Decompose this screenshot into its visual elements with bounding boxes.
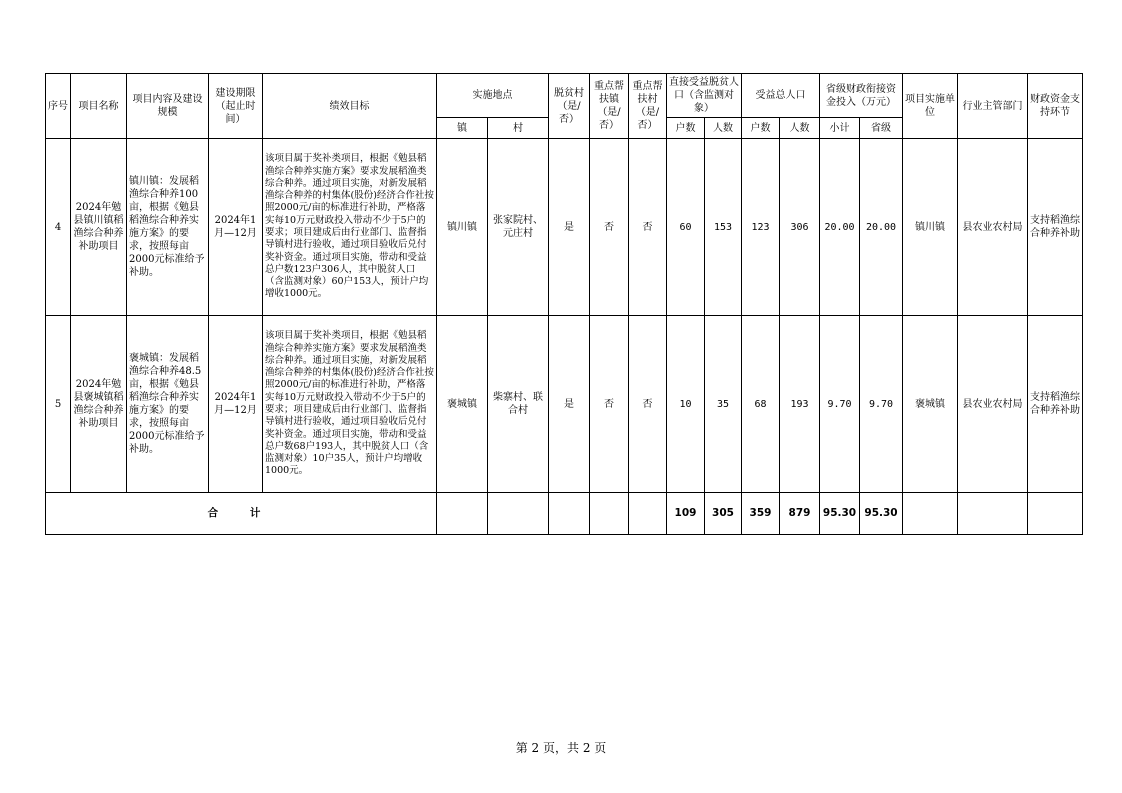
content-cell: 褒城镇：发展稻渔综合种养48.5亩，根据《勉县稻渔综合种养实施方案》的要求，按照每亩2000元标准给予补助。 [127, 316, 209, 493]
period-cell: 2024年1月—12月 [209, 139, 263, 316]
key-village-cell: 否 [629, 316, 667, 493]
header-total-people: 人数 [780, 118, 820, 139]
page-footer: 第 2 页，共 2 页 [515, 741, 607, 755]
total-households-cell: 123 [742, 139, 780, 316]
header-goal: 绩效目标 [263, 74, 437, 139]
header-funds: 省级财政衔接资金投入（万元） [820, 74, 903, 118]
header-subtotal: 小计 [820, 118, 860, 139]
total-households-cell: 68 [742, 316, 780, 493]
header-poor-village: 脱贫村（是/否） [549, 74, 590, 139]
village-cell: 张家院村、元庄村 [488, 139, 549, 316]
direct-people-cell: 153 [705, 139, 742, 316]
total-direct-people: 305 [705, 493, 742, 535]
header-village: 村 [488, 118, 549, 139]
header-direct-people: 人数 [705, 118, 742, 139]
total-total-people: 879 [780, 493, 820, 535]
table-row [46, 139, 1083, 316]
header-direct-benefit: 直接受益脱贫人口（含监测对象） [667, 74, 742, 118]
header-key-village: 重点帮扶村（是/否） [629, 74, 667, 139]
dept-cell: 县农业农村局 [958, 316, 1028, 493]
project-table [45, 73, 1083, 535]
header-period: 建设期限（起止时间） [209, 74, 263, 139]
content-cell: 镇川镇：发展稻渔综合种养100亩，根据《勉县稻渔综合种养实施方案》的要求，按照每亩2000元标准给予补助。 [127, 139, 209, 316]
header-content: 项目内容及建设规模 [127, 74, 209, 139]
empty-cell [903, 493, 958, 535]
empty-cell [590, 493, 629, 535]
direct-people-cell: 35 [705, 316, 742, 493]
table-row [46, 316, 1083, 493]
total-subtotal: 95.30 [820, 493, 860, 535]
seq-cell: 4 [46, 139, 71, 316]
total-direct-households: 109 [667, 493, 705, 535]
unit-cell: 褒城镇 [903, 316, 958, 493]
header-unit: 项目实施单位 [903, 74, 958, 139]
direct-households-cell: 60 [667, 139, 705, 316]
header-direct-households: 户数 [667, 118, 705, 139]
header-key-town: 重点帮扶镇（是/否） [590, 74, 629, 139]
header-provincial: 省级 [860, 118, 903, 139]
total-people-cell: 306 [780, 139, 820, 316]
unit-cell: 镇川镇 [903, 139, 958, 316]
poor-village-cell: 是 [549, 139, 590, 316]
empty-cell [958, 493, 1028, 535]
total-label-text: 合 计 [207, 507, 275, 519]
town-cell: 镇川镇 [437, 139, 488, 316]
header-dept: 行业主管部门 [958, 74, 1028, 139]
key-town-cell: 否 [590, 316, 629, 493]
empty-cell [488, 493, 549, 535]
stage-cell: 支持稻渔综合种养补助 [1028, 316, 1083, 493]
goal-cell: 该项目属于奖补类项目，根据《勉县稻渔综合种养实施方案》要求发展稻渔类综合种养。通过项目实施，对新发展稻渔综合种养的村集体(股份)经济合作社按照2000元/亩的标准进行补助，严格落实每10万元财政投入带动不少于5户的要求；项目建成后由行业部门、监督指导镇村进行验收，通过项目验收后兑付奖补资金。通过项目实施，带动和受益总户数68户193人，其中脱贫人口（含监测对象）10户35人，预计户均增收1000元。 [263, 316, 437, 493]
direct-households-cell: 10 [667, 316, 705, 493]
header-total-benefit: 受益总人口 [742, 74, 820, 118]
empty-cell [437, 493, 488, 535]
total-label [46, 493, 437, 535]
town-cell: 褒城镇 [437, 316, 488, 493]
seq-cell: 5 [46, 316, 71, 493]
total-row [46, 493, 1083, 535]
empty-cell [629, 493, 667, 535]
project-name-cell: 2024年勉县褒城镇稻渔综合种养补助项目 [71, 316, 127, 493]
header-stage: 财政资金支持环节 [1028, 74, 1083, 139]
total-total-households: 359 [742, 493, 780, 535]
total-provincial: 95.30 [860, 493, 903, 535]
empty-cell [1028, 493, 1083, 535]
village-cell: 柴寨村、联合村 [488, 316, 549, 493]
subtotal-cell: 9.70 [820, 316, 860, 493]
header-project-name: 项目名称 [71, 74, 127, 139]
key-town-cell: 否 [590, 139, 629, 316]
dept-cell: 县农业农村局 [958, 139, 1028, 316]
subtotal-cell: 20.00 [820, 139, 860, 316]
header-town: 镇 [437, 118, 488, 139]
provincial-cell: 20.00 [860, 139, 903, 316]
total-people-cell: 193 [780, 316, 820, 493]
provincial-cell: 9.70 [860, 316, 903, 493]
key-village-cell: 否 [629, 139, 667, 316]
header-seq: 序号 [46, 74, 71, 139]
period-cell: 2024年1月—12月 [209, 316, 263, 493]
header-location: 实施地点 [437, 74, 549, 118]
stage-cell: 支持稻渔综合种养补助 [1028, 139, 1083, 316]
project-name-cell: 2024年勉县镇川镇稻渔综合种养补助项目 [71, 139, 127, 316]
poor-village-cell: 是 [549, 316, 590, 493]
goal-cell: 该项目属于奖补类项目，根据《勉县稻渔综合种养实施方案》要求发展稻渔类综合种养。通过项目实施，对新发展稻渔综合种养的村集体(股份)经济合作社按照2000元/亩的标准进行补助，严格落实每10万元财政投入带动不少于5户的要求；项目建成后由行业部门、监督指导镇村进行验收，通过项目验收后兑付奖补资金。通过项目实施，带动和受益总户数123户306人，其中脱贫人口（含监测对象）60户153人，预计户均增收1000元。 [263, 139, 437, 316]
header-total-households: 户数 [742, 118, 780, 139]
empty-cell [549, 493, 590, 535]
